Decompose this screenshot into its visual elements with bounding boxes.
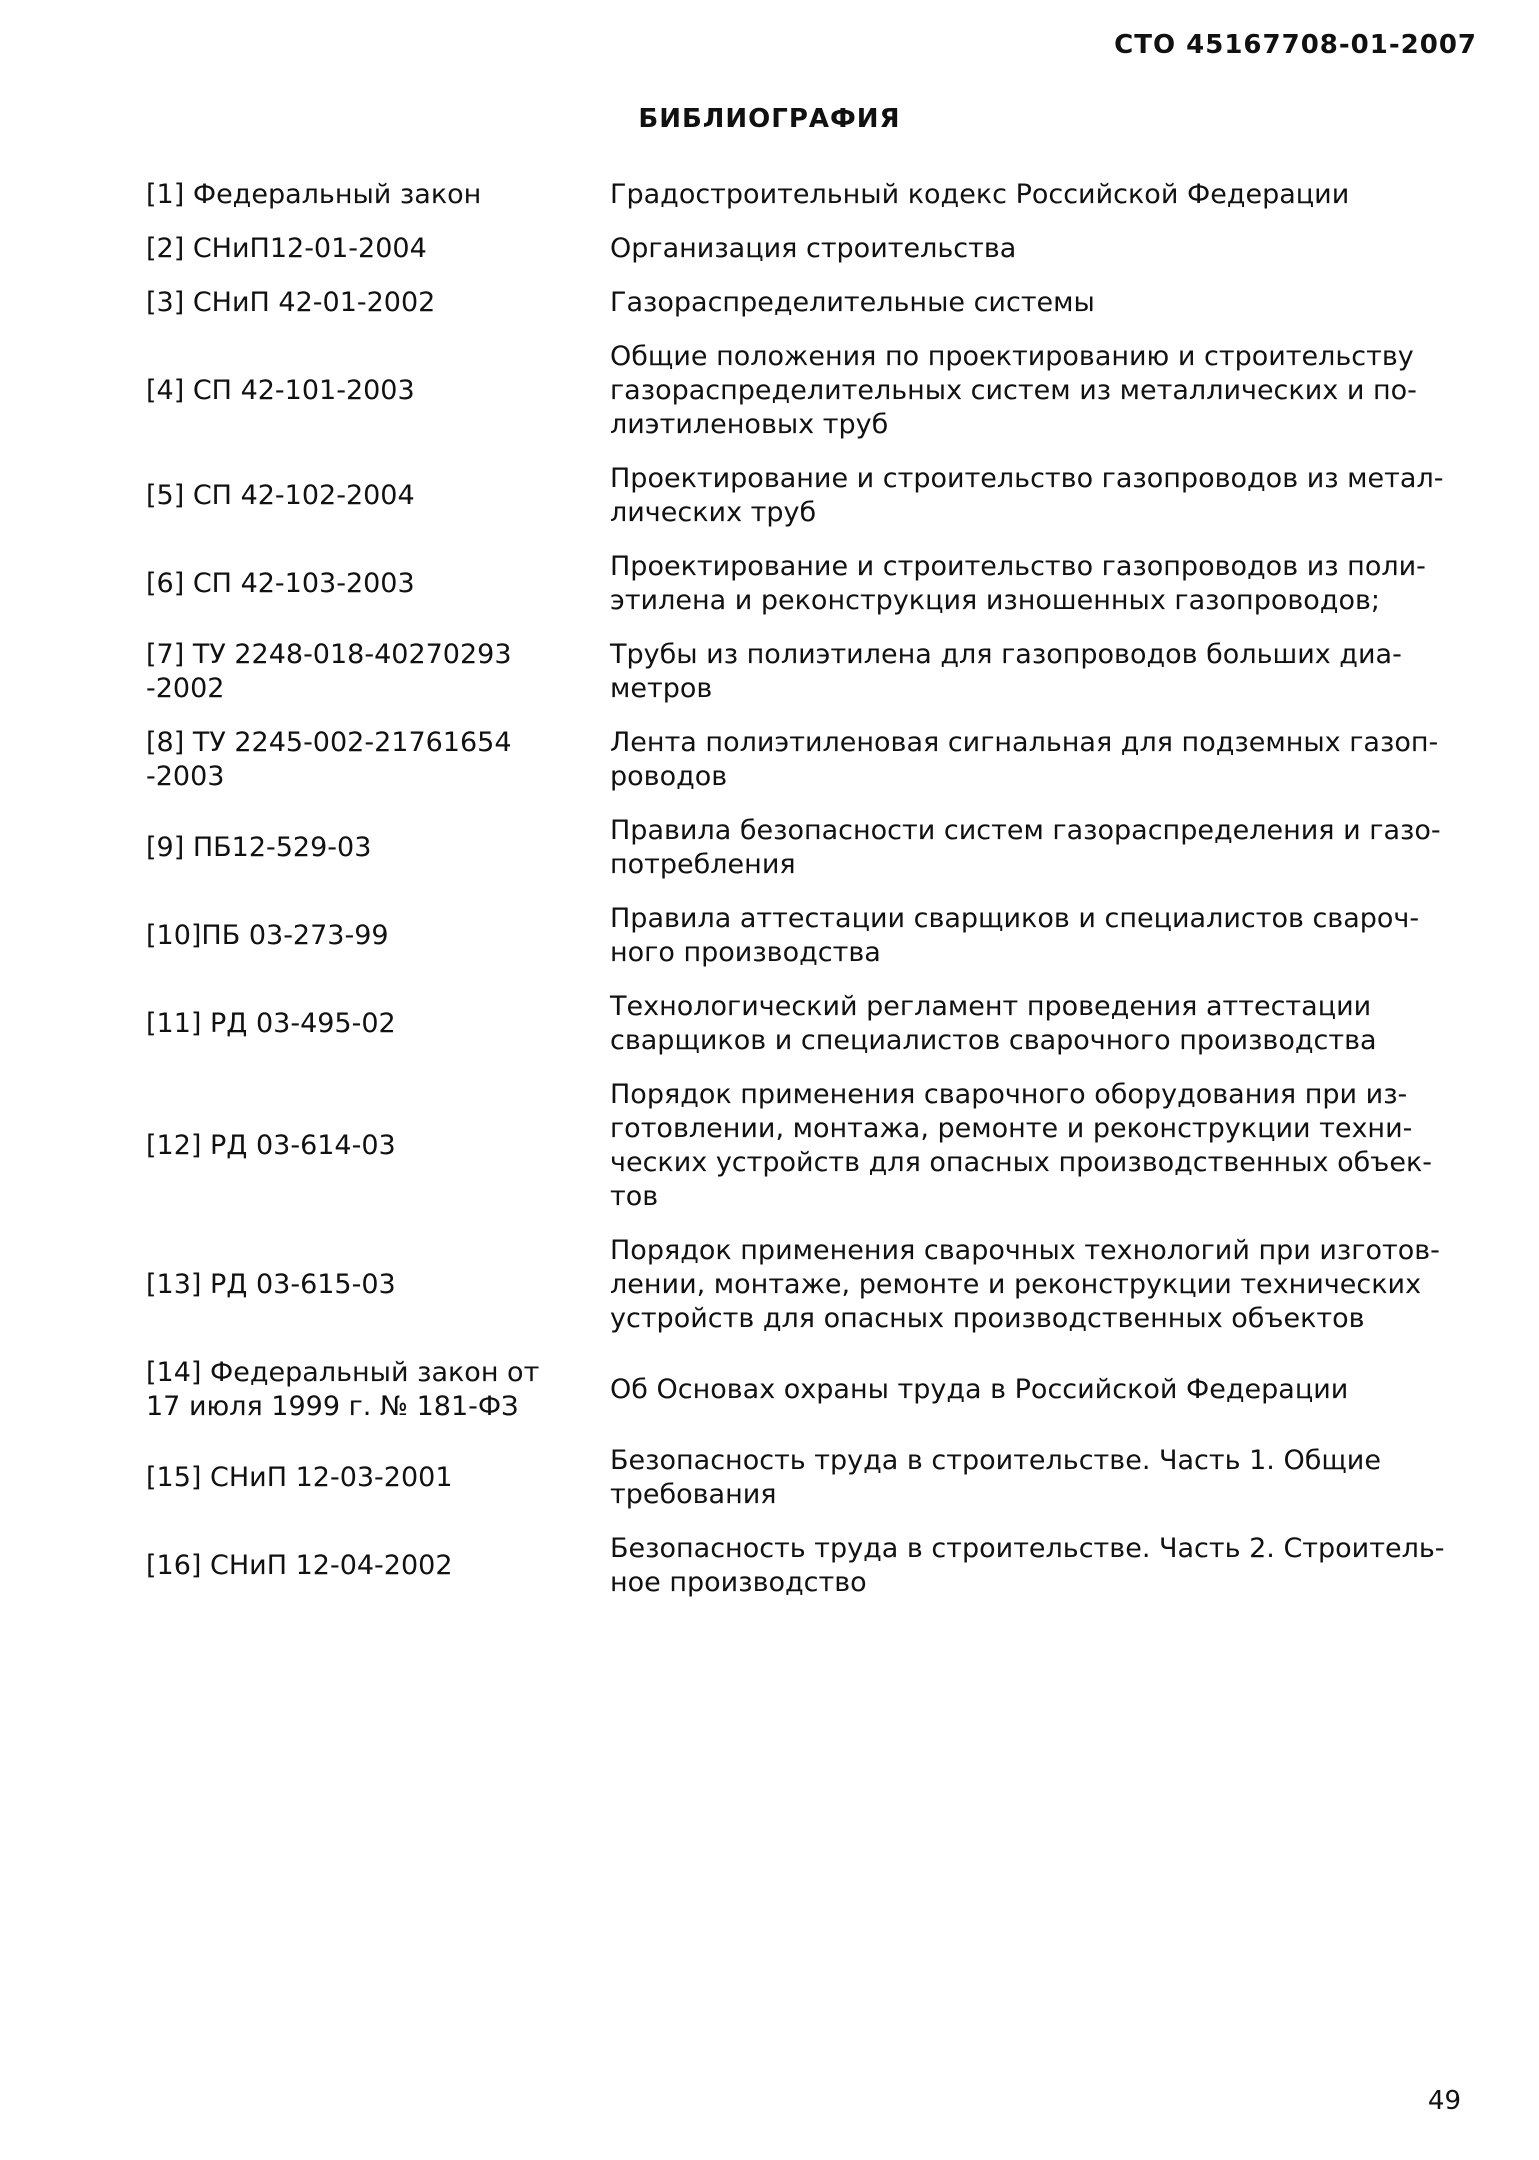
bibliography-entry xyxy=(146,232,1466,266)
entry-reference: [9] ПБ12-529-03 xyxy=(146,832,372,863)
bibliography-entry xyxy=(146,286,1466,320)
bibliography-entry xyxy=(146,462,1466,530)
entry-reference: [5] СП 42-102-2004 xyxy=(146,480,415,511)
entry-reference: [8] ТУ 2245-002-21761654 -2003 xyxy=(146,727,512,792)
entry-description: Газораспределительные системы xyxy=(610,287,1095,318)
entry-reference: [7] ТУ 2248-018-40270293 -2002 xyxy=(146,639,512,704)
entry-reference: [15] СНиП 12-03-2001 xyxy=(146,1462,453,1493)
entry-description: Порядок применения сварочных технологий при изготов- лении, монтаже, ремонте и реконструкции технических устройств для опасных производственных объектов xyxy=(610,1235,1440,1334)
entry-description: Общие положения по проектированию и строительству газораспределительных систем из металлических и по- лиэтиленовых труб xyxy=(610,341,1417,440)
bibliography-entry xyxy=(146,1234,1466,1336)
entry-reference: [13] РД 03-615-03 xyxy=(146,1269,396,1300)
bibliography-entry xyxy=(146,1444,1466,1512)
bibliography-entry xyxy=(146,902,1466,970)
bibliography-entry xyxy=(146,1356,1466,1424)
page-title: БИБЛИОГРАФИЯ xyxy=(638,104,901,134)
entry-description: Правила аттестации сварщиков и специалистов свароч- ного производства xyxy=(610,903,1420,968)
bibliography-entry xyxy=(146,990,1466,1058)
bibliography-entry xyxy=(146,1078,1466,1214)
entry-description: Проектирование и строительство газопроводов из поли- этилена и реконструкция изношенных газопроводов; xyxy=(610,551,1426,616)
entry-reference: [14] Федеральный закон от 17 июля 1999 г. № 181-ФЗ xyxy=(146,1357,540,1422)
entry-reference: [12] РД 03-614-03 xyxy=(146,1130,396,1161)
bibliography-entry xyxy=(146,178,1466,212)
entry-description: Безопасность труда в строительстве. Часть 2. Строитель- ное производство xyxy=(610,1533,1445,1598)
entry-description: Об Основах охраны труда в Российской Федерации xyxy=(610,1374,1349,1405)
entry-description: Градостроительный кодекс Российской Федерации xyxy=(610,179,1350,210)
bibliography-entry xyxy=(146,814,1466,882)
entry-description: Лента полиэтиленовая сигнальная для подземных газоп- роводов xyxy=(610,727,1439,792)
bibliography-entry xyxy=(146,1532,1466,1600)
entry-reference: [11] РД 03-495-02 xyxy=(146,1008,396,1039)
bibliography-entry xyxy=(146,726,1466,794)
entry-reference: [1] Федеральный закон xyxy=(146,179,482,210)
entry-description: Технологический регламент проведения аттестации сварщиков и специалистов сварочного производства xyxy=(610,991,1377,1056)
entry-reference: [4] СП 42-101-2003 xyxy=(146,375,415,406)
bibliography-list xyxy=(146,178,1466,1620)
entry-reference: [6] СП 42-103-2003 xyxy=(146,568,415,599)
entry-description: Безопасность труда в строительстве. Часть 1. Общие требования xyxy=(610,1445,1381,1510)
entry-description: Проектирование и строительство газопроводов из метал- лических труб xyxy=(610,463,1444,528)
page-number: 49 xyxy=(1427,2086,1461,2116)
entry-description: Правила безопасности систем газораспределения и газо- потребления xyxy=(610,815,1441,880)
entry-reference: [16] СНиП 12-04-2002 xyxy=(146,1550,453,1581)
entry-reference: [3] СНиП 42-01-2002 xyxy=(146,287,436,318)
bibliography-entry xyxy=(146,340,1466,442)
entry-description: Организация строительства xyxy=(610,233,1017,264)
document-code: СТО 45167708-01-2007 xyxy=(1114,30,1477,60)
entry-reference: [10]ПБ 03-273-99 xyxy=(146,920,389,951)
bibliography-entry xyxy=(146,638,1466,706)
entry-reference: [2] СНиП12-01-2004 xyxy=(146,233,427,264)
entry-description: Трубы из полиэтилена для газопроводов больших диа- метров xyxy=(610,639,1402,704)
bibliography-entry xyxy=(146,550,1466,618)
entry-description: Порядок применения сварочного оборудования при из- готовлении, монтажа, ремонте и реконструкции техни- ческих устройств для опасных производственных объек- тов xyxy=(610,1079,1432,1212)
